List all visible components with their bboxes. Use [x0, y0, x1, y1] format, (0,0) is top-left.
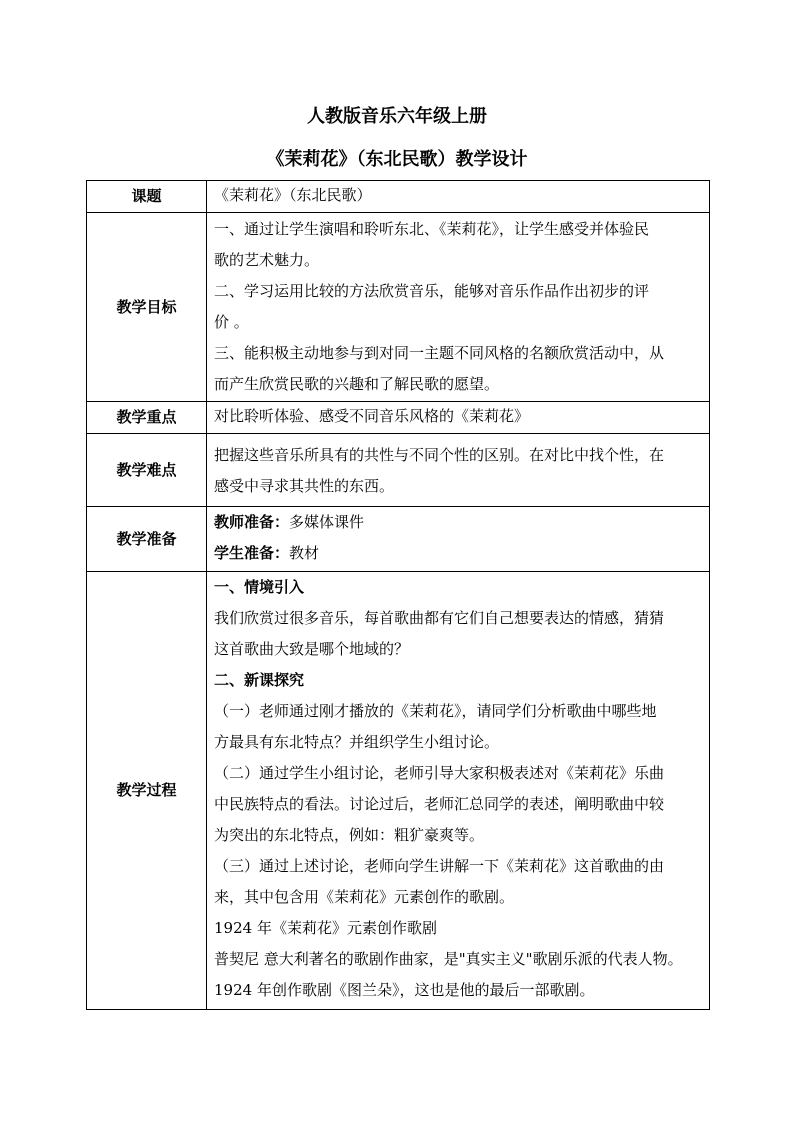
section-heading: 二、新课探究: [214, 671, 305, 689]
teacher-prep-label: 教师准备：: [214, 513, 290, 531]
document-title: 人教版音乐六年级上册: [307, 106, 487, 127]
row-key-points: [87, 402, 710, 434]
process-line: 中民族特点的看法。讨论过后，老师汇总同学的表述，阐明歌曲中较: [214, 795, 665, 813]
topic-value: 《茉莉花》（东北民歌）: [207, 181, 710, 213]
process-line: （二）通过学生小组讨论，老师引导大家积极表述对《茉莉花》乐曲: [214, 764, 665, 782]
preparation-label: 教学准备: [87, 507, 207, 572]
row-topic: [87, 181, 710, 213]
student-prep-value: 教材: [289, 544, 320, 562]
goals-line: 一、通过让学生演唱和聆听东北、《茉莉花》，让学生感受并体验民: [214, 220, 650, 238]
preparation-content: [207, 507, 710, 572]
document-subtitle: 《茉莉花》（东北民歌）教学设计: [266, 149, 528, 170]
process-line: 为突出的东北特点，例如：粗犷豪爽等。: [214, 826, 485, 844]
process-line: 普契尼 意大利著名的歌剧作曲家，是"真实主义"歌剧乐派的代表人物。: [214, 950, 683, 968]
student-prep: [214, 538, 703, 569]
process-label: 教学过程: [87, 572, 207, 1010]
process-line: （一）老师通过刚才播放的《茉莉花》，请同学们分析歌曲中哪些地: [214, 702, 657, 720]
goals-line: 价 。: [214, 313, 249, 331]
goals-line: 三、能积极主动地参与到对同一主题不同风格的名额欣赏活动中，从: [214, 344, 665, 362]
lesson-plan-table: [86, 180, 710, 1010]
process-line: （三）通过上述讨论，老师向学生讲解一下《茉莉花》这首歌曲的由: [214, 857, 665, 875]
goals-line: 二、学习运用比较的方法欣赏音乐，能够对音乐作品作出初步的评: [214, 282, 650, 300]
key-points-label: 教学重点: [87, 402, 207, 434]
row-preparation: [87, 507, 710, 572]
difficulties-line: 感受中寻求其共性的东西。: [214, 477, 395, 495]
topic-label: 课题: [87, 181, 207, 213]
goals-content: [207, 213, 710, 402]
difficulties-label: 教学难点: [87, 434, 207, 507]
key-points-value: 对比聆听体验、感受不同音乐风格的《茉莉花》: [207, 402, 710, 434]
process-content: [207, 572, 710, 1010]
teacher-prep: [214, 507, 703, 538]
process-line: 方最具有东北特点？并组织学生小组讨论。: [214, 733, 500, 751]
difficulties-content: [207, 434, 710, 507]
goals-line: 歌的艺术魅力。: [214, 251, 320, 269]
difficulties-line: 把握这些音乐所具有的共性与不同个性的区别。在对比中找个性，在: [214, 446, 665, 464]
row-goals: [87, 213, 710, 402]
process-line: 1924 年《茉莉花》元素创作歌剧: [214, 919, 437, 937]
row-process: [87, 572, 710, 1010]
process-line: 这首歌曲大致是哪个地域的？: [214, 640, 410, 658]
student-prep-label: 学生准备：: [214, 544, 290, 562]
goals-line: 而产生欣赏民歌的兴趣和了解民歌的愿望。: [214, 375, 500, 393]
process-line: 1924 年创作歌剧《图兰朵》，这也是他的最后一部歌剧。: [214, 981, 595, 999]
process-line: 我们欣赏过很多音乐，每首歌曲都有它们自己想要表达的情感，猜猜: [214, 609, 665, 627]
teacher-prep-value: 多媒体课件: [289, 513, 365, 531]
process-line: 来，其中包含用《茉莉花》元素创作的歌剧。: [214, 888, 515, 906]
section-heading: 一、情境引入: [214, 578, 305, 596]
goals-label: 教学目标: [87, 213, 207, 402]
row-difficulties: [87, 434, 710, 507]
